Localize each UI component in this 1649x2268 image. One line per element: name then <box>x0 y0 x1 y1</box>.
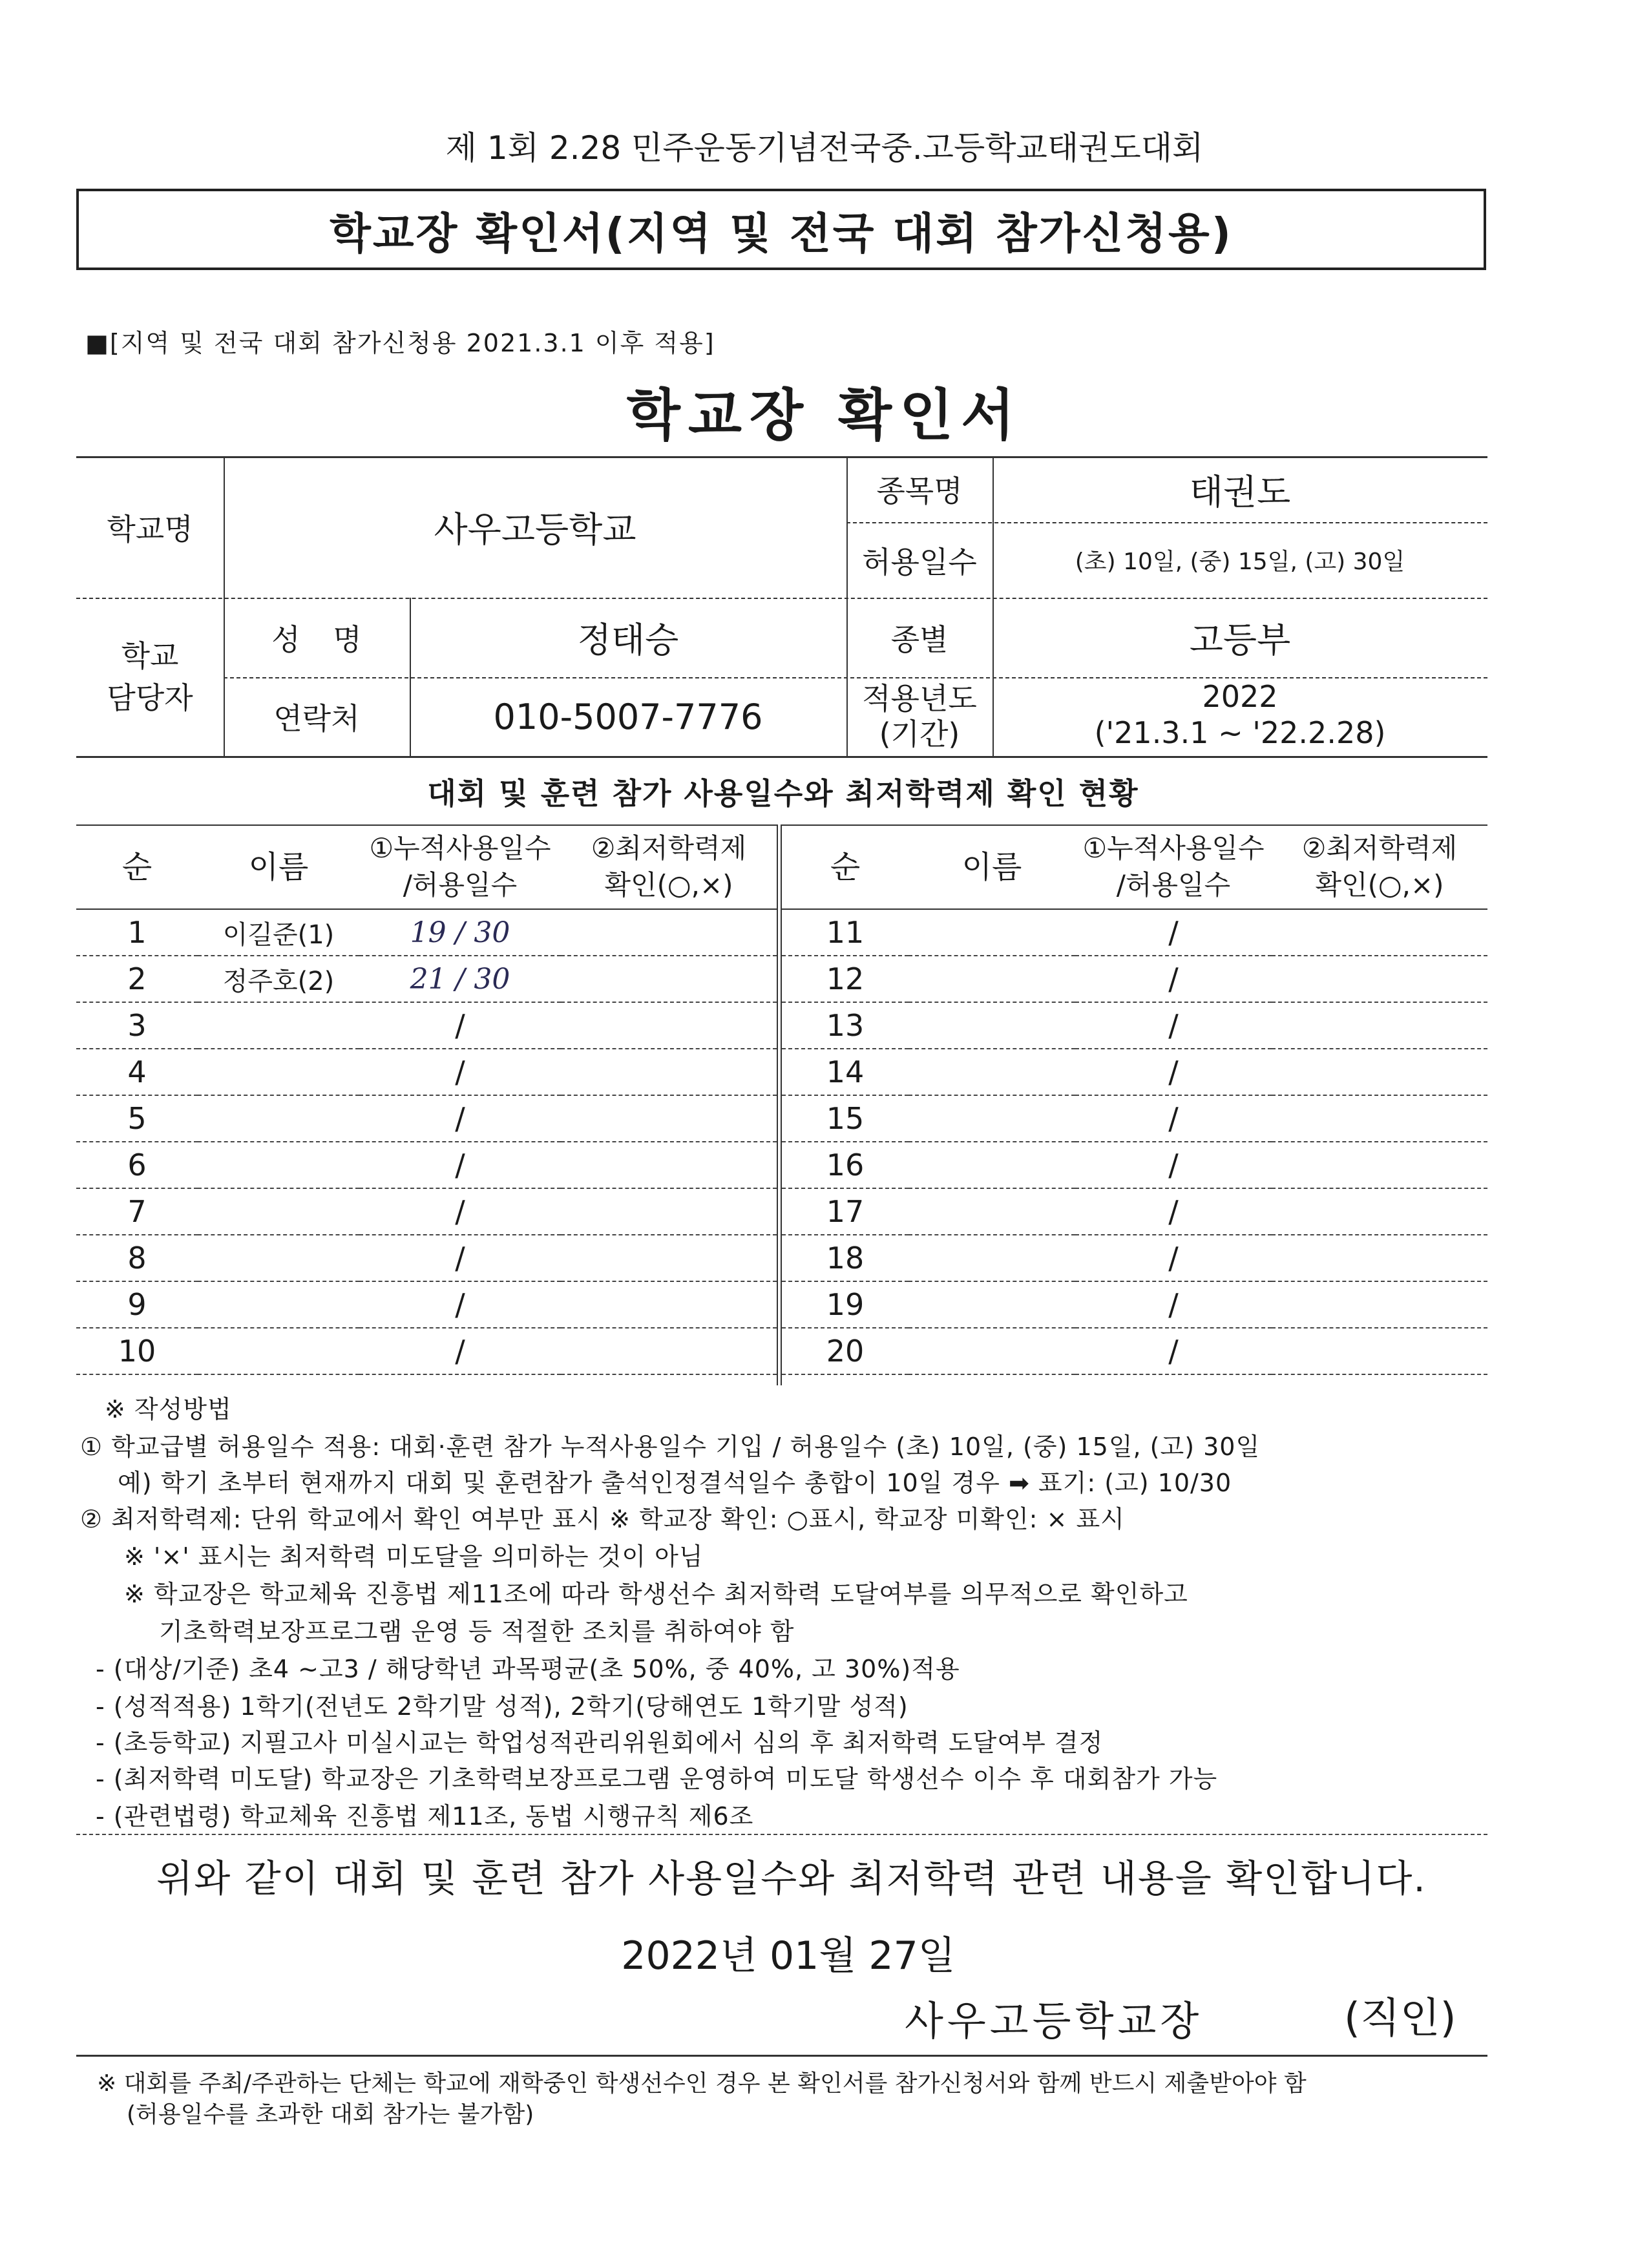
table-row <box>76 1328 777 1374</box>
contact-label: 연락처 <box>273 701 360 736</box>
cell-check <box>561 1188 777 1235</box>
table-row <box>76 1002 777 1049</box>
cell-no: 6 <box>76 1142 198 1188</box>
official-seal: (직인) <box>1344 1995 1456 2042</box>
column-header: ②최저학력제 확인(○,×) <box>1272 825 1487 909</box>
note-item: ② 최저학력제: 단위 학교에서 확인 여부만 표시 ※ 학교장 확인: ○표시, 학교장 미확인: × 표시 <box>80 1505 1125 1533</box>
table-row <box>76 1188 777 1235</box>
cell-check <box>1272 1281 1487 1328</box>
cell-days: / <box>359 1142 561 1188</box>
cell-days: / <box>359 1002 561 1049</box>
note-item: - (최저학력 미도달) 학교장은 기초학력보장프로그램 운영하여 미도달 학생선수 이수 후 대회참가 가능 <box>96 1765 1218 1793</box>
cell-check <box>1272 909 1487 956</box>
cell-days: / <box>1075 1049 1272 1095</box>
note-item: ※ '×' 표시는 최저학력 미도달을 의미하는 것이 아님 <box>124 1542 704 1571</box>
note-item: 예) 학기 초부터 현재까지 대회 및 훈련참가 출석인정결석일수 총합이 10일 경우 ➡ 표기: (고) 10/30 <box>118 1469 1232 1497</box>
table-row <box>782 1142 1487 1188</box>
cell-name <box>909 1281 1075 1328</box>
cell-no: 13 <box>782 1002 909 1049</box>
cell-check <box>1272 956 1487 1002</box>
cell-check <box>1272 1188 1487 1235</box>
note-item: - (대상/기준) 초4 ~고3 / 해당학년 과목평균(초 50%, 중 40%, 고 30%)적용 <box>96 1655 960 1683</box>
cell-days: / <box>1075 1328 1272 1374</box>
table-row <box>76 1142 777 1188</box>
cell-name <box>198 1281 359 1328</box>
contact-value: 010-5007-7776 <box>493 696 763 737</box>
cell-no: 10 <box>76 1328 198 1374</box>
cell-name <box>909 1095 1075 1142</box>
sport-value: 태권도 <box>1189 471 1291 512</box>
cell-name <box>909 956 1075 1002</box>
cell-no: 12 <box>782 956 909 1002</box>
cell-check <box>1272 1235 1487 1281</box>
table-row <box>782 1235 1487 1281</box>
table-row <box>782 1095 1487 1142</box>
cell-check <box>561 1049 777 1095</box>
cell-name <box>909 1235 1075 1281</box>
year-label: 적용년도 (기간) <box>862 680 977 751</box>
table-header-row <box>782 825 1487 909</box>
cell-name <box>909 1049 1075 1095</box>
column-header: 이름 <box>909 825 1075 909</box>
table-row <box>76 956 777 1002</box>
cell-check <box>561 1142 777 1188</box>
table-row <box>76 1281 777 1328</box>
allowed-days-value: (초) 10일, (중) 15일, (고) 30일 <box>1075 549 1405 575</box>
school-name: 사우고등학교 <box>434 509 636 550</box>
cell-name <box>198 1142 359 1188</box>
cell-days: / <box>359 1328 561 1374</box>
event-title: 제 1회 2.28 민주운동기념전국중.고등학교태권도대회 <box>445 129 1204 167</box>
cell-no: 5 <box>76 1095 198 1142</box>
cell-no: 7 <box>76 1188 198 1235</box>
cell-name: 정주호(2) <box>198 956 359 1002</box>
cell-check <box>1272 1002 1487 1049</box>
cell-name <box>198 1188 359 1235</box>
applicability-notice: ■[지역 및 전국 대회 참가신청용 2021.3.1 이후 적용] <box>85 329 715 357</box>
cell-name <box>909 1002 1075 1049</box>
table-header-row <box>76 825 777 909</box>
cell-no: 14 <box>782 1049 909 1095</box>
cell-check <box>561 956 777 1002</box>
footer-note: ※ 대회를 주최/주관하는 단체는 학교에 재학중인 학생선수인 경우 본 확인서를 참가신청서와 함께 반드시 제출받아야 함 <box>97 2070 1307 2097</box>
cell-no: 8 <box>76 1235 198 1281</box>
cell-name <box>909 1142 1075 1188</box>
cell-no: 19 <box>782 1281 909 1328</box>
cell-no: 17 <box>782 1188 909 1235</box>
cell-no: 3 <box>76 1002 198 1049</box>
table-row <box>76 909 777 956</box>
footer-note-sub: (허용일수를 초과한 대회 참가는 불가함) <box>127 2101 534 2128</box>
cell-no: 20 <box>782 1328 909 1374</box>
table-row <box>782 1281 1487 1328</box>
cell-days: 21 / 30 <box>359 956 561 1002</box>
column-header: ①누적사용일수 /허용일수 <box>1075 825 1272 909</box>
cell-days: / <box>1075 1281 1272 1328</box>
manager-name: 정태승 <box>577 620 679 660</box>
table-row <box>782 956 1487 1002</box>
table-row <box>76 1095 777 1142</box>
school-name-label: 학교명 <box>107 511 193 547</box>
manager-label: 학교 담당자 <box>107 638 193 715</box>
cell-no: 1 <box>76 909 198 956</box>
table-row <box>782 1328 1487 1374</box>
column-header: 이름 <box>198 825 359 909</box>
cell-check <box>1272 1328 1487 1374</box>
note-item: ① 학교급별 허용일수 적용: 대회·훈련 참가 누적사용일수 기입 / 허용일수 (초) 10일, (중) 15일, (고) 30일 <box>80 1433 1261 1461</box>
cell-no: 4 <box>76 1049 198 1095</box>
allowed-days-label: 허용일수 <box>862 544 977 580</box>
cell-name <box>198 1095 359 1142</box>
cell-name <box>909 1188 1075 1235</box>
cell-days: / <box>359 1049 561 1095</box>
cell-name <box>198 1002 359 1049</box>
cell-days: / <box>1075 1002 1272 1049</box>
cell-days: / <box>1075 1188 1272 1235</box>
column-header: ②최저학력제 확인(○,×) <box>561 825 777 909</box>
table-row <box>782 909 1487 956</box>
cell-days: / <box>359 1095 561 1142</box>
note-item: - (초등학교) 지필고사 미실시교는 학업성적관리위원회에서 심의 후 최저학력 도달여부 결정 <box>96 1728 1104 1757</box>
status-table-left <box>76 824 777 1375</box>
cell-days: / <box>1075 1235 1272 1281</box>
principal-name: 사우고등학교장 <box>905 1997 1203 2044</box>
cell-check <box>1272 1142 1487 1188</box>
cell-check <box>1272 1095 1487 1142</box>
instructions-heading: ※ 작성방법 <box>105 1395 232 1423</box>
cell-days: / <box>359 1235 561 1281</box>
year-cell <box>993 678 1487 756</box>
cell-name <box>198 1049 359 1095</box>
cell-name <box>909 1328 1075 1374</box>
page-title: 학교장 확인서 <box>626 383 1023 448</box>
category-value: 고등부 <box>1189 620 1291 660</box>
status-section-title: 대회 및 훈련 참가 사용일수와 최저학력제 확인 현황 <box>427 776 1139 811</box>
cell-name <box>198 1328 359 1374</box>
document-banner: 학교장 확인서(지역 및 전국 대회 참가신청용) <box>76 189 1486 270</box>
confirmation-statement: 위와 같이 대회 및 훈련 참가 사용일수와 최저학력 관련 내용을 확인합니다. <box>156 1856 1427 1900</box>
manager-name-label: 성 명 <box>271 622 362 657</box>
year-value: 2022 <box>1202 679 1278 714</box>
table-row <box>782 1188 1487 1235</box>
table-row <box>76 1049 777 1095</box>
cell-no: 11 <box>782 909 909 956</box>
table-row <box>782 1002 1487 1049</box>
cell-check <box>561 1235 777 1281</box>
category-label: 종별 <box>890 622 949 657</box>
cell-name <box>198 1235 359 1281</box>
cell-days: 19 / 30 <box>359 909 561 956</box>
cell-check <box>561 1281 777 1328</box>
cell-days: / <box>1075 956 1272 1002</box>
year-period: ('21.3.1 ~ '22.2.28) <box>1094 715 1386 750</box>
table-row <box>76 1235 777 1281</box>
cell-check <box>561 909 777 956</box>
note-item: - (성적적용) 1학기(전년도 2학기말 성적), 2학기(당해연도 1학기말 성적) <box>96 1692 909 1721</box>
cell-days: / <box>1075 1142 1272 1188</box>
cell-days: / <box>359 1281 561 1328</box>
column-header: 순 <box>76 825 198 909</box>
status-table-right <box>782 824 1487 1375</box>
cell-check <box>561 1328 777 1374</box>
cell-days: / <box>359 1188 561 1235</box>
sport-label: 종목명 <box>876 474 963 509</box>
cell-no: 15 <box>782 1095 909 1142</box>
cell-no: 2 <box>76 956 198 1002</box>
column-header: 순 <box>782 825 909 909</box>
cell-days: / <box>1075 909 1272 956</box>
confirmation-date: 2022년 01월 27일 <box>621 1933 956 1979</box>
note-item: ※ 학교장은 학교체육 진흥법 제11조에 따라 학생선수 최저학력 도달여부를 의무적으로 확인하고 <box>124 1580 1188 1608</box>
cell-no: 16 <box>782 1142 909 1188</box>
cell-no: 9 <box>76 1281 198 1328</box>
cell-check <box>561 1002 777 1049</box>
status-table-area <box>76 824 1487 1385</box>
cell-name <box>909 909 1075 956</box>
note-item: - (관련법령) 학교체육 진흥법 제11조, 동법 시행규칙 제6조 <box>96 1802 754 1831</box>
note-item: 기초학력보장프로그램 운영 등 적절한 조치를 취하여야 함 <box>159 1617 795 1646</box>
cell-days: / <box>1075 1095 1272 1142</box>
column-header: ①누적사용일수 /허용일수 <box>359 825 561 909</box>
cell-check <box>561 1095 777 1142</box>
cell-name: 이길준(1) <box>198 909 359 956</box>
cell-no: 18 <box>782 1235 909 1281</box>
cell-check <box>1272 1049 1487 1095</box>
table-row <box>782 1049 1487 1095</box>
